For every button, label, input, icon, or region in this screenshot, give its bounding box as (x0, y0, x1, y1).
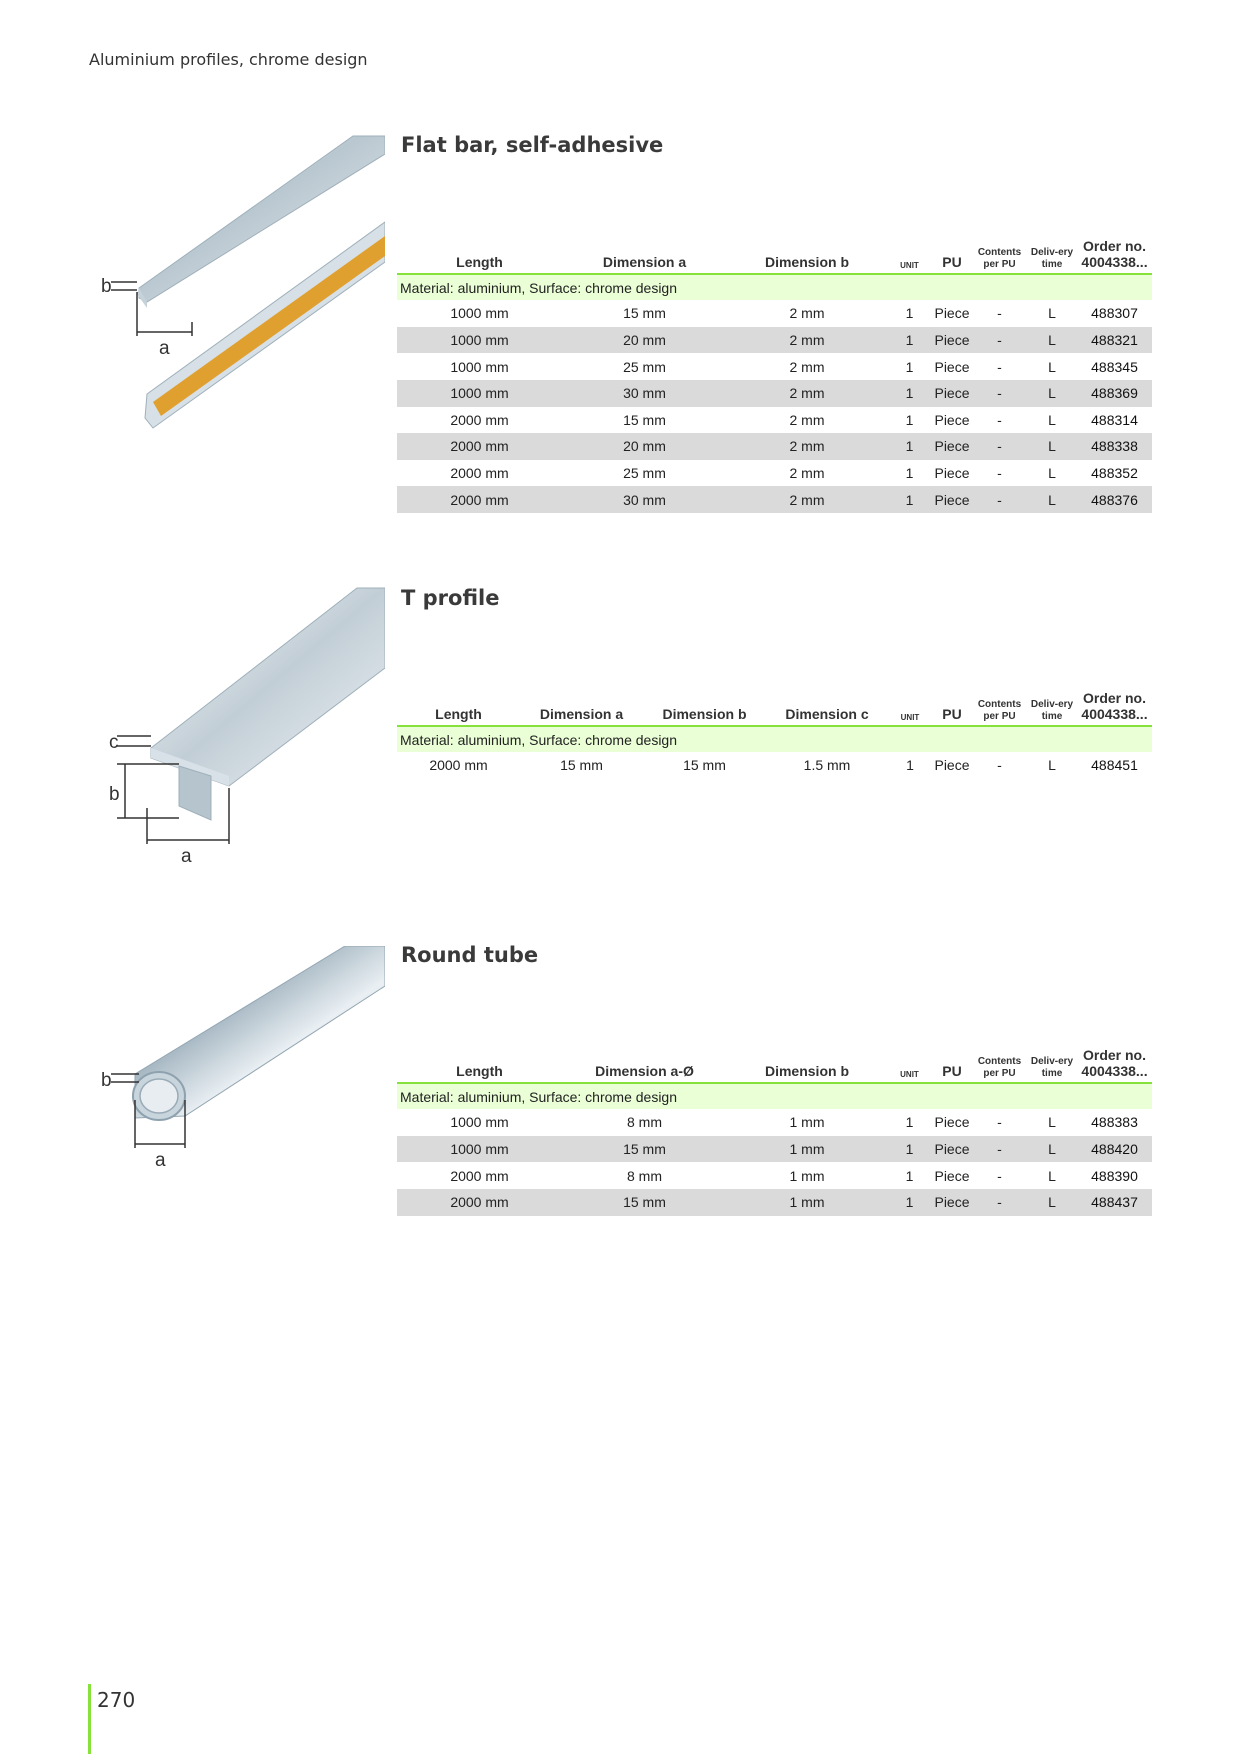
cell: - (997, 358, 1002, 375)
t-profile-image (95, 586, 385, 871)
cell: - (972, 380, 1027, 407)
cell: 1 (905, 465, 914, 482)
order-number: 488437 (1077, 1189, 1152, 1216)
col-order-no: Order no. 4004338... (1077, 238, 1152, 274)
col-unit: UNIT (888, 690, 932, 726)
cell: Piece (932, 327, 972, 354)
col-dimension-b: Dimension b (727, 1047, 887, 1083)
material-row (397, 1083, 1152, 1109)
cell: 25 mm (623, 465, 666, 482)
col-dimension-b: Dimension b (727, 238, 887, 274)
table-row (397, 433, 1152, 460)
cell: - (997, 465, 1002, 482)
page-header: Aluminium profiles, chrome design (89, 50, 368, 69)
col-delivery-time: Deliv-ery time (1027, 690, 1077, 726)
order-number: 488314 (1091, 411, 1138, 428)
table-row (397, 300, 1152, 327)
cell: 1000 mm (450, 305, 509, 322)
footer-accent-bar (88, 1684, 91, 1754)
cell: 2000 mm (397, 486, 562, 513)
order-number: 488390 (1091, 1167, 1138, 1184)
cell: 2 mm (727, 327, 887, 354)
table-header-row (397, 690, 1152, 726)
cell: 1 mm (727, 1189, 887, 1216)
cell: 8 mm (627, 1114, 662, 1131)
col-dimension-c: Dimension c (766, 690, 888, 726)
cell: 2 mm (727, 433, 887, 460)
cell: Piece (934, 1167, 970, 1184)
cell: 2000 mm (397, 1189, 562, 1216)
cell: 1 (905, 1167, 914, 1184)
cell: L (1027, 1189, 1077, 1216)
cell: L (1027, 486, 1077, 513)
dim-label-b: b (101, 1070, 112, 1091)
cell: 1000 mm (397, 380, 562, 407)
cell: L (1027, 327, 1077, 354)
dim-label-a: a (181, 846, 192, 867)
order-number: 488352 (1091, 465, 1138, 482)
table-header-row (397, 238, 1152, 274)
cell: 2 mm (789, 358, 825, 375)
cell: Piece (934, 757, 970, 774)
col-length: Length (397, 1047, 562, 1083)
cell: 2000 mm (450, 1167, 509, 1184)
cell: 1 (887, 486, 932, 513)
col-pu: PU (932, 238, 972, 274)
cell: 15 mm (623, 305, 666, 322)
cell: 1 (887, 433, 932, 460)
cell: Piece (932, 486, 972, 513)
order-number: 488307 (1091, 305, 1138, 322)
cell: Piece (934, 305, 970, 322)
cell: 1000 mm (397, 327, 562, 354)
col-unit: UNIT (887, 238, 932, 274)
material-row (397, 726, 1152, 752)
cell: 1 (887, 380, 932, 407)
page-number: 270 (97, 1688, 136, 1712)
material-text: Material: aluminium, Surface: chrome design (397, 274, 1152, 300)
col-order-no: Order no. 4004338... (1077, 1047, 1152, 1083)
cell: - (972, 1136, 1027, 1163)
col-dimension-b: Dimension b (643, 690, 766, 726)
cell: - (997, 757, 1002, 774)
cell: - (997, 1114, 1002, 1131)
cell: L (1027, 1136, 1077, 1163)
cell: 1 (905, 305, 914, 322)
order-number: 488345 (1091, 358, 1138, 375)
cell: 1 (887, 1136, 932, 1163)
cell: - (997, 1167, 1002, 1184)
cell: Piece (934, 411, 970, 428)
order-number: 488383 (1091, 1114, 1138, 1131)
cell: 25 mm (623, 358, 666, 375)
material-text: Material: aluminium, Surface: chrome design (397, 1083, 1152, 1109)
cell: - (972, 1189, 1027, 1216)
material-text: Material: aluminium, Surface: chrome design (397, 726, 1152, 752)
col-pu: PU (932, 1047, 972, 1083)
col-contents-per-pu: Contents per PU (972, 238, 1027, 274)
cell: 1 mm (789, 1167, 825, 1184)
cell: 1 mm (727, 1136, 887, 1163)
col-length: Length (397, 690, 520, 726)
order-number: 488338 (1077, 433, 1152, 460)
cell: 1000 mm (397, 1136, 562, 1163)
table-row (397, 407, 1152, 434)
cell: 2 mm (789, 411, 825, 428)
table-header-row (397, 1047, 1152, 1083)
order-number: 488321 (1077, 327, 1152, 354)
cell: L (1027, 380, 1077, 407)
cell: L (1048, 305, 1056, 322)
cell: 2 mm (727, 380, 887, 407)
cell: 2000 mm (450, 465, 509, 482)
cell: Piece (934, 358, 970, 375)
cell: L (1027, 433, 1077, 460)
col-contents-per-pu: Contents per PU (972, 1047, 1027, 1083)
section-title: Flat bar, self-adhesive (401, 133, 664, 157)
dim-label-a: a (155, 1150, 166, 1171)
dim-label-a: a (159, 338, 170, 359)
order-number: 488369 (1077, 380, 1152, 407)
cell: 2 mm (789, 465, 825, 482)
cell: 15 mm (623, 411, 666, 428)
cell: Piece (932, 433, 972, 460)
cell: 20 mm (562, 327, 727, 354)
cell: 15 mm (562, 1136, 727, 1163)
cell: 15 mm (683, 757, 726, 774)
cell: Piece (932, 1136, 972, 1163)
cell: 2000 mm (450, 411, 509, 428)
cell: Piece (932, 380, 972, 407)
cell: Piece (932, 1189, 972, 1216)
cell: L (1048, 411, 1056, 428)
cell: 1.5 mm (803, 757, 851, 774)
col-unit: UNIT (887, 1047, 932, 1083)
cell: Piece (934, 1114, 970, 1131)
col-pu: PU (932, 690, 972, 726)
col-dimension-a: Dimension a (520, 690, 643, 726)
cell: 1000 mm (450, 358, 509, 375)
cell: - (972, 486, 1027, 513)
col-order-no: Order no. 4004338... (1077, 690, 1152, 726)
col-delivery-time: Deliv-ery time (1027, 238, 1077, 274)
order-number: 488451 (1091, 757, 1138, 774)
order-number: 488420 (1077, 1136, 1152, 1163)
spec-table (397, 690, 1152, 779)
cell: 15 mm (562, 1189, 727, 1216)
cell: Piece (934, 465, 970, 482)
cell: 1 (905, 1114, 914, 1131)
table-row (397, 380, 1152, 407)
cell: L (1048, 465, 1056, 482)
cell: L (1048, 757, 1056, 774)
cell: - (997, 411, 1002, 428)
material-row (397, 274, 1152, 300)
cell: L (1048, 1114, 1056, 1131)
table-row (397, 460, 1152, 487)
table-row (397, 327, 1152, 354)
cell: 2000 mm (397, 433, 562, 460)
table-row (397, 1109, 1152, 1136)
cell: 15 mm (560, 757, 603, 774)
round-tube-image (95, 946, 385, 1216)
cell: 2 mm (727, 486, 887, 513)
cell: 30 mm (562, 486, 727, 513)
spec-table (397, 238, 1152, 513)
order-number: 488376 (1077, 486, 1152, 513)
flat-bar-image (95, 132, 385, 447)
cell: 1 (887, 1189, 932, 1216)
col-dimension-a-diameter: Dimension a-Ø (562, 1047, 727, 1083)
spec-table (397, 1047, 1152, 1216)
cell: 8 mm (627, 1167, 662, 1184)
cell: 1 (887, 327, 932, 354)
cell: 2000 mm (429, 757, 488, 774)
dim-label-b: b (109, 784, 120, 805)
table-row (397, 1136, 1152, 1163)
table-row (397, 1162, 1152, 1189)
dim-label-c: c (109, 732, 119, 753)
cell: 1 mm (789, 1114, 825, 1131)
cell: L (1048, 1167, 1056, 1184)
cell: 2 mm (789, 305, 825, 322)
section-title: Round tube (401, 943, 539, 967)
cell: 1000 mm (450, 1114, 509, 1131)
col-delivery-time: Deliv-ery time (1027, 1047, 1077, 1083)
table-row (397, 353, 1152, 380)
table-row (397, 752, 1152, 779)
cell: L (1048, 358, 1056, 375)
cell: 1 (906, 757, 914, 774)
cell: 20 mm (562, 433, 727, 460)
cell: - (997, 305, 1002, 322)
cell: - (972, 433, 1027, 460)
cell: 1 (905, 358, 914, 375)
cell: - (972, 327, 1027, 354)
table-row (397, 486, 1152, 513)
col-contents-per-pu: Contents per PU (972, 690, 1027, 726)
table-row (397, 1189, 1152, 1216)
dim-label-b: b (101, 276, 112, 297)
cell: 1 (905, 411, 914, 428)
col-dimension-a: Dimension a (562, 238, 727, 274)
section-title: T profile (401, 586, 500, 610)
col-length: Length (397, 238, 562, 274)
cell: 30 mm (562, 380, 727, 407)
